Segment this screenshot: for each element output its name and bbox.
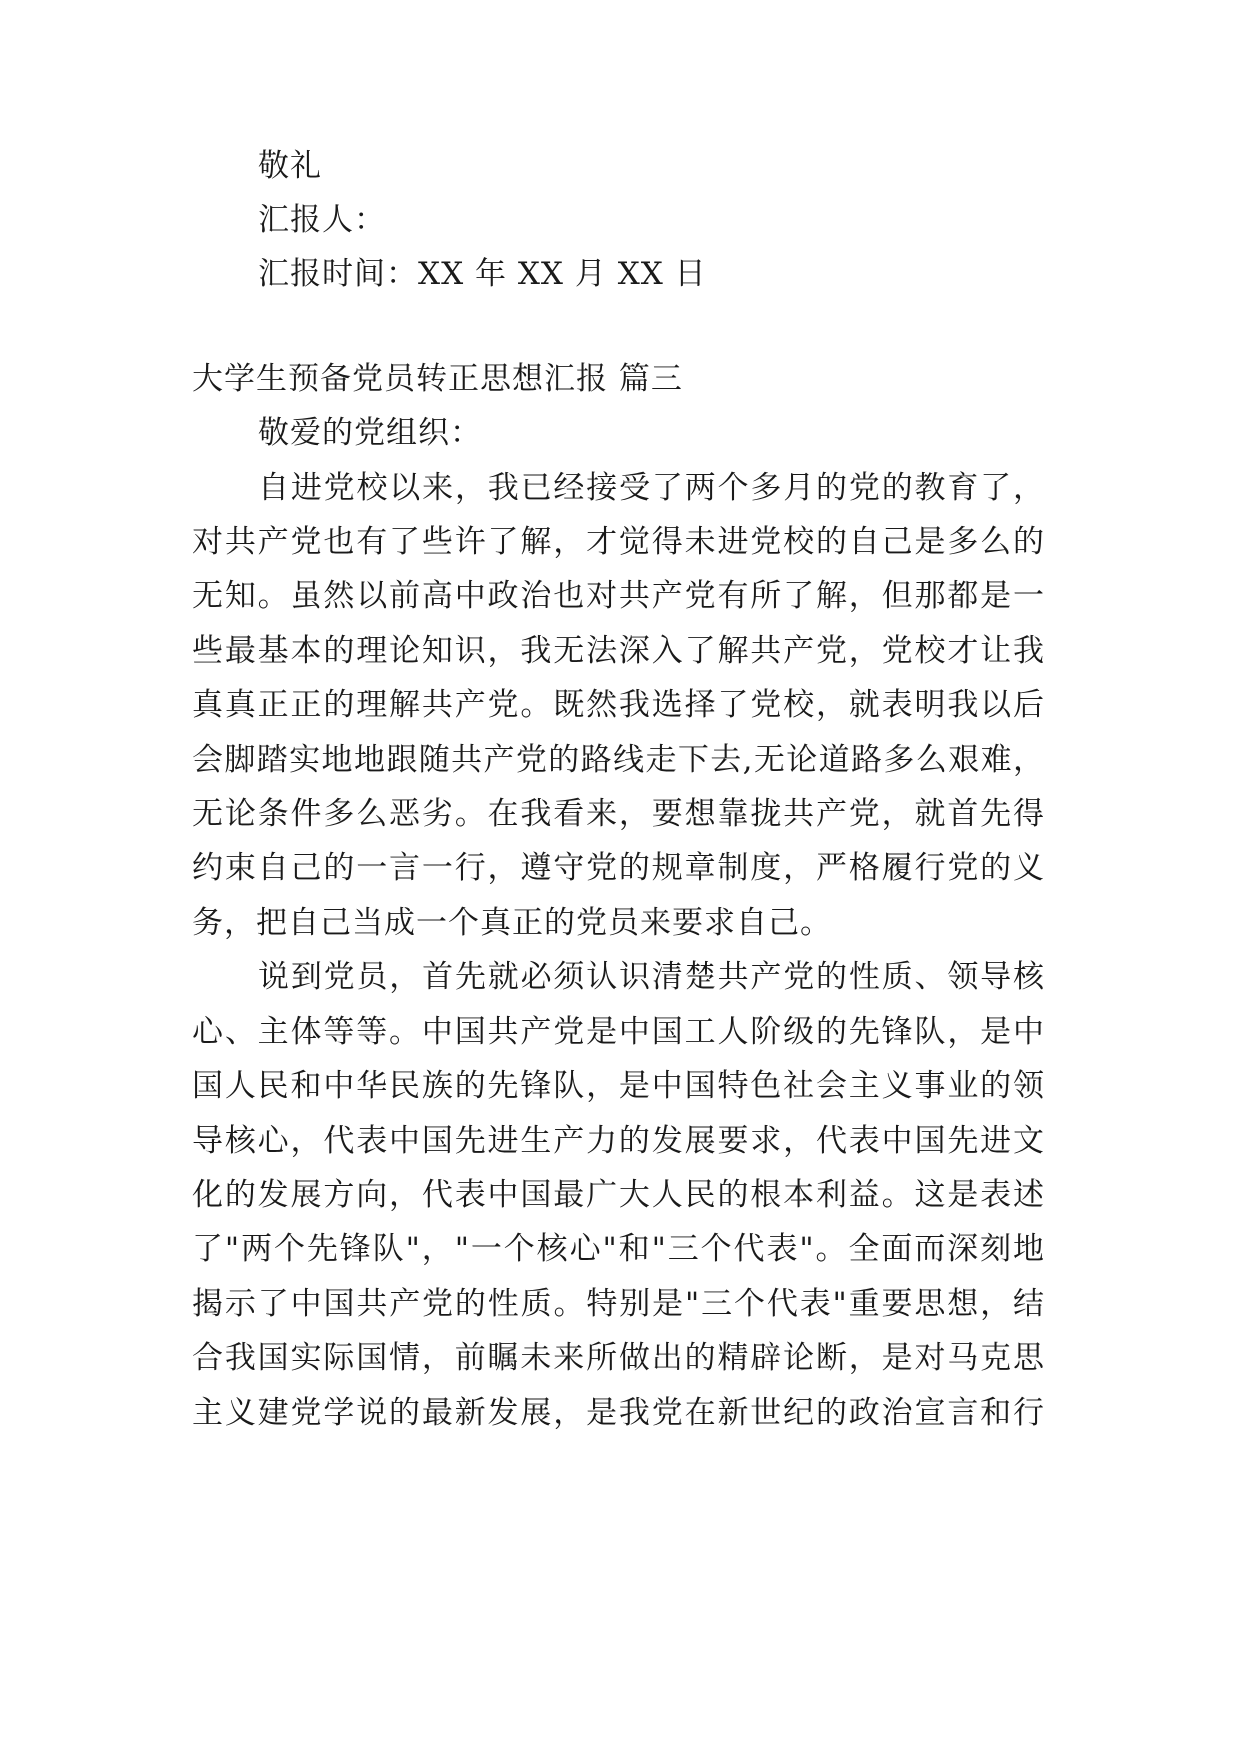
paragraph-line: 说到党员，首先就必须认识清楚共产党的性质、领导核	[258, 959, 1045, 995]
paragraph-line: 主义建党学说的最新发展，是我党在新世纪的政治宣言和行	[192, 1395, 1045, 1431]
paragraph-line: 务，把自己当成一个真正的党员来要求自己。	[192, 905, 832, 941]
paragraph-line: 化的发展方向，代表中国最广大人民的根本利益。这是表述	[192, 1177, 1045, 1213]
closing-salute: 敬礼	[258, 148, 322, 184]
paragraph-line: 无知。虽然以前高中政治也对共产党有所了解，但那都是一	[192, 578, 1045, 614]
paragraph-line: 约束自己的一言一行，遵守党的规章制度，严格履行党的义	[192, 850, 1045, 886]
closing-report-time: 汇报时间：XX 年 XX 月 XX 日	[258, 256, 707, 292]
paragraph-line: 合我国实际国情，前瞩未来所做出的精辟论断，是对马克思	[192, 1340, 1045, 1376]
section-title: 大学生预备党员转正思想汇报 篇三	[192, 361, 683, 397]
paragraph-line: 些最基本的理论知识，我无法深入了解共产党，党校才让我	[192, 633, 1045, 669]
paragraph-line: 心、主体等等。中国共产党是中国工人阶级的先锋队，是中	[192, 1014, 1045, 1050]
greeting: 敬爱的党组织：	[258, 415, 482, 451]
paragraph-line: 对共产党也有了些许了解，才觉得未进党校的自己是多么的	[192, 524, 1045, 560]
closing-reporter: 汇报人：	[258, 202, 386, 238]
paragraph-line: 了"两个先锋队"，"一个核心"和"三个代表"。全面而深刻地	[192, 1231, 1045, 1267]
paragraph-line: 会脚踏实地地跟随共产党的路线走下去,无论道路多么艰难，	[192, 742, 1045, 778]
paragraph-line: 导核心，代表中国先进生产力的发展要求，代表中国先进文	[192, 1123, 1045, 1159]
paragraph-line: 自进党校以来，我已经接受了两个多月的党的教育了，	[258, 470, 1045, 506]
paragraph-line: 真真正正的理解共产党。既然我选择了党校，就表明我以后	[192, 687, 1045, 723]
paragraph-line: 无论条件多么恶劣。在我看来，要想靠拢共产党，就首先得	[192, 796, 1045, 832]
paragraph-line: 揭示了中国共产党的性质。特别是"三个代表"重要思想，结	[192, 1286, 1045, 1322]
paragraph-line: 国人民和中华民族的先锋队，是中国特色社会主义事业的领	[192, 1068, 1045, 1104]
